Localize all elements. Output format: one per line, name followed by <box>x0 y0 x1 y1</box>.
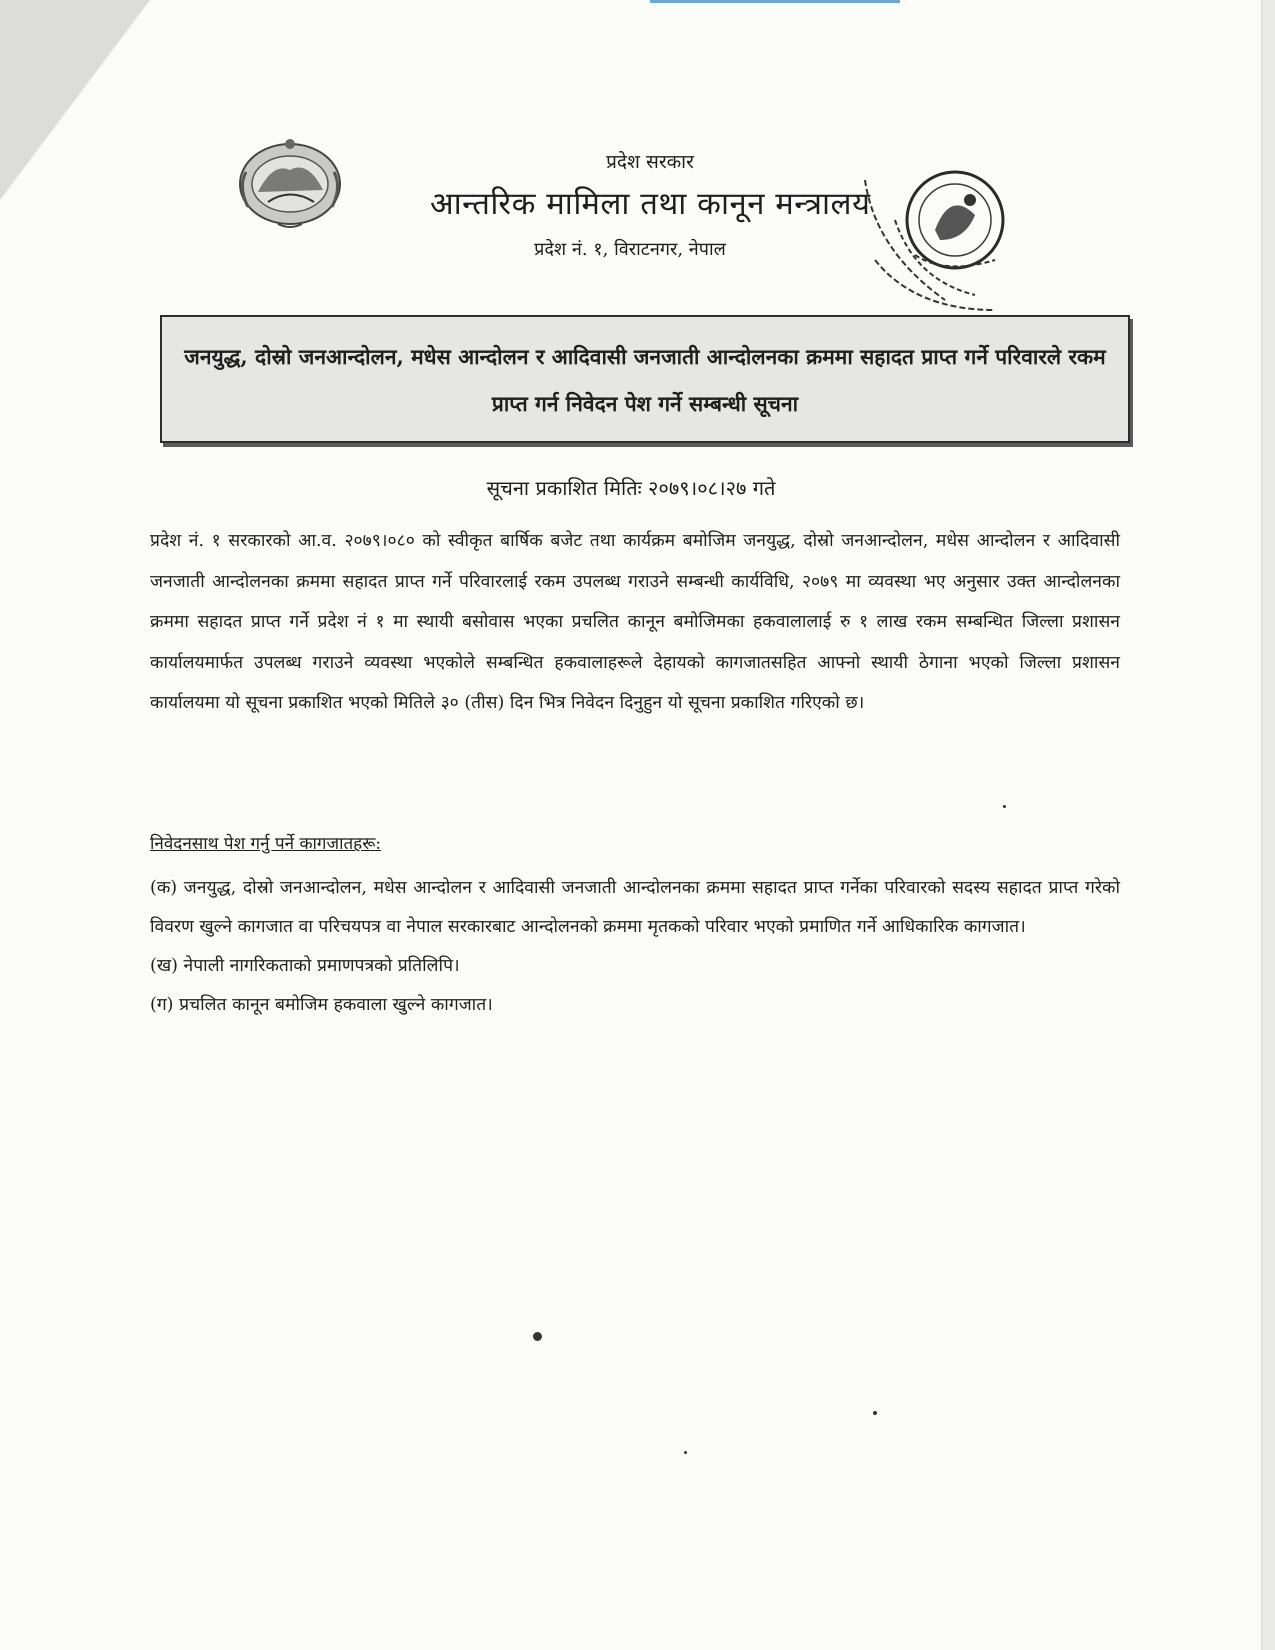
notice-body: प्रदेश नं. १ सरकारको आ.व. २०७९।०८० को स्वीकृत बार्षिक बजेट तथा कार्यक्रम बमोजिम जनयुद्ध, दोस्रो जनआन्दोलन, मधेस आन्दोलन र आदिवासी जनजाती आन्दोलनका क्रममा सहादत प्राप्त गर्ने परिवारलाई रकम उपलब्ध गराउने सम्बन्धी कार्यविधि, २०७९ मा व्यवस्था भए अनुसार उक्त आन्दोलनका क्रममा सहादत प्राप्त गर्ने प्रदेश नं १ मा स्थायी बसोवास भएका प्रचलित कानून बमोजिमका हकवालालाई रु १ लाख रकम सम्बन्धित जिल्ला प्रशासन कार्यालयमार्फत उपलब्ध गराउने व्यवस्था भएकोले सम्बन्धित हकवालाहरूले देहायको कागजातसहित आफ्नो स्थायी ठेगाना भएको जिल्ला प्रशासन कार्यालयमा यो सूचना प्रकाशित भएको मितिले ३० (तीस) दिन भित्र निवेदन दिनुहुन यो सूचना प्रकाशित गरिएको छ। <box>150 531 1120 713</box>
notice-title-box <box>160 315 1130 443</box>
nepal-emblem-icon <box>228 132 352 232</box>
page-edge <box>1261 0 1275 1650</box>
documents-heading: निवेदनसाथ पेश गर्नु पर्ने कागजातहरू: <box>150 834 382 854</box>
documents-list <box>150 869 1120 1025</box>
scan-speck <box>1003 805 1006 808</box>
scan-speck <box>533 1332 542 1341</box>
ministry-address: प्रदेश नं. १, विराटनगर, नेपाल <box>534 239 726 260</box>
publication-date: सूचना प्रकाशित मितिः २०७९।०८।२७ गते <box>486 476 776 500</box>
document-item: (ख) नेपाली नागरिकताको प्रमाणपत्रको प्रतिलिपि। <box>150 956 460 976</box>
ministry-title: आन्तरिक मामिला तथा कानून मन्त्रालय <box>430 186 871 222</box>
scan-edge-mark <box>650 0 900 3</box>
folded-corner <box>0 0 150 200</box>
document-item: (क) जनयुद्ध, दोस्रो जनआन्दोलन, मधेस आन्दोलन र आदिवासी जनजाती आन्दोलनका क्रममा सहादत प्राप्त गर्नेका परिवारको सदस्य सहादत प्राप्त गरेको विवरण खुल्ने कागजात वा परिचयपत्र वा नेपाल सरकारबाट आन्दोलनको क्रममा मृतकको परिवार भएको प्रमाणित गर्ने आधिकारिक कागजात। <box>150 878 1120 937</box>
scan-speck <box>684 1451 687 1454</box>
document-item: (ग) प्रचलित कानून बमोजिम हकवाला खुल्ने कागजात। <box>150 995 493 1015</box>
scan-speck <box>873 1411 877 1415</box>
official-seal-stamp <box>855 160 1035 330</box>
government-label: प्रदेश सरकार <box>606 151 694 173</box>
notice-title: जनयुद्ध, दोस्रो जनआन्दोलन, मधेस आन्दोलन र आदिवासी जनजाती आन्दोलनका क्रममा सहादत प्राप्त गर्ने परिवारले रकम प्राप्त गर्न निवेदन पेश गर्ने सम्बन्धी सूचना <box>184 344 1106 416</box>
